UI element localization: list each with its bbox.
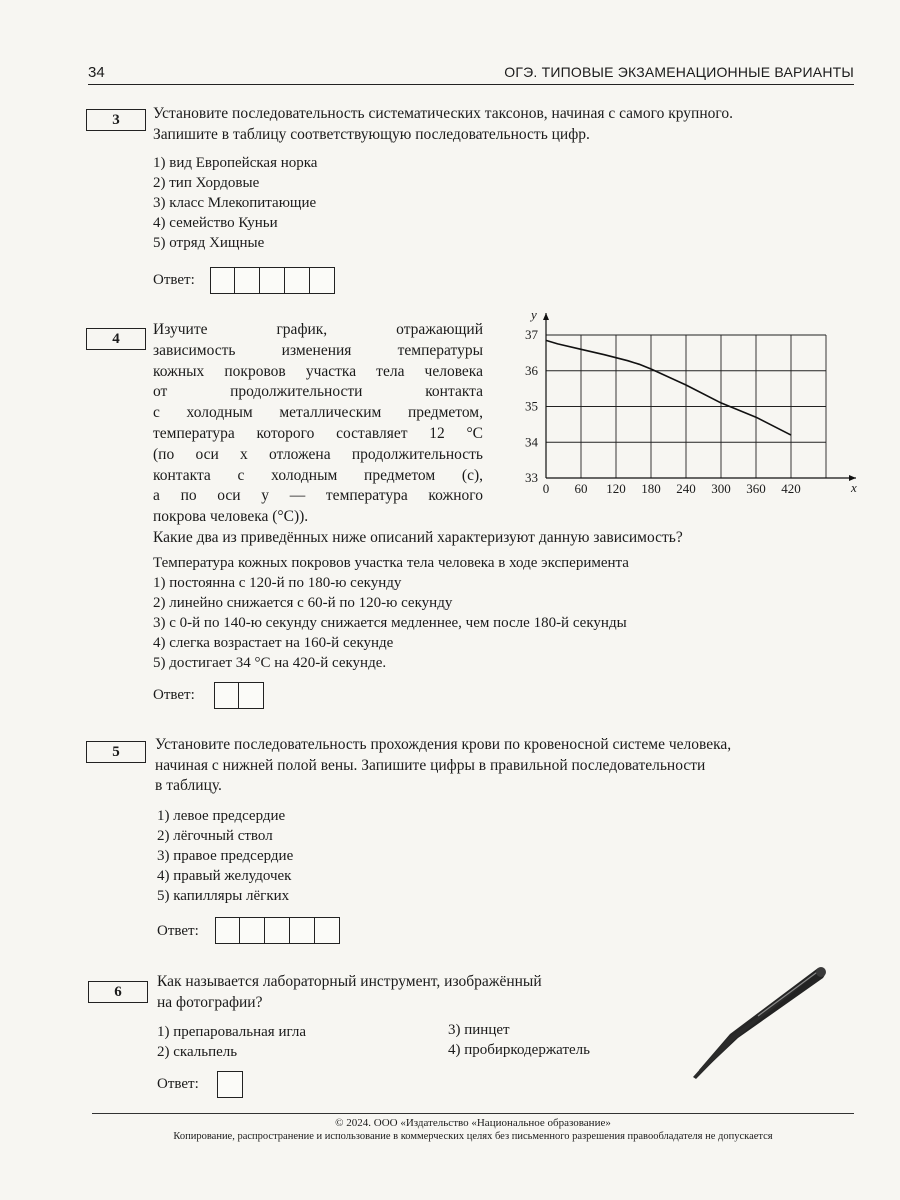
temperature-chart	[510, 305, 870, 500]
y-tick-label: 34	[525, 434, 538, 450]
question-3-line: Установите последовательность систематических таксонов, начиная с самого крупного.	[153, 105, 733, 122]
x-tick-label: 120	[606, 481, 626, 496]
answer-cell[interactable]	[309, 267, 335, 294]
question-4-line: температура которого составляет 12 °C	[153, 424, 483, 442]
question-number-5: 5	[86, 741, 146, 763]
question-4-line: с холодным металлическим предметом,	[153, 404, 483, 422]
question-4-line: а по оси y — температура кожного	[153, 487, 483, 505]
copyright-notice: Копирование, распространение и использование в коммерческих целях без письменного разрешения правообладателя не допускается	[173, 1131, 773, 1142]
option-item: 3) с 0-й по 140-ю секунду снижается медленнее, чем после 180-й секунды	[153, 615, 627, 631]
option-item: 1) постоянна с 120-й по 180-ю секунду	[153, 575, 402, 591]
x-tick-label: 60	[574, 481, 588, 496]
option-item: 2) тип Хордовые	[153, 175, 260, 191]
y-tick-label: 33	[525, 470, 538, 485]
answer-label: Ответ:	[153, 687, 195, 703]
question-number-6: 6	[88, 981, 148, 1003]
question-4-line: кожных покровов участка тела человека	[153, 362, 483, 380]
x-tick-label: 420	[781, 481, 801, 496]
question-5-options	[157, 806, 293, 906]
option-item: 5) капилляры лёгких	[157, 888, 290, 904]
x-tick-label: 180	[641, 481, 661, 496]
tweezers-joint	[816, 967, 826, 977]
answer-cell[interactable]	[210, 267, 236, 294]
temperature-series-line	[546, 340, 791, 435]
question-4-line: Изучите график, отражающий	[153, 321, 483, 338]
x-tick-label: 360	[746, 481, 766, 496]
answer-cell[interactable]	[314, 917, 340, 944]
y-tick-label: 35	[525, 398, 538, 414]
answer-cell[interactable]	[214, 682, 240, 709]
question-6-options-right	[448, 1020, 590, 1060]
running-title: ОГЭ. ТИПОВЫЕ ЭКЗАМЕНАЦИОННЫЕ ВАРИАНТЫ	[504, 64, 854, 80]
tweezers-highlight	[758, 970, 820, 1016]
question-4-prompt: Какие два из приведённых ниже описаний характеризуют данную зависимость?	[153, 529, 683, 546]
question-4-line: зависимость изменения температуры	[153, 341, 483, 359]
answer-grid-q5	[216, 917, 340, 944]
question-4-options	[153, 553, 629, 673]
question-6-options-left	[157, 1022, 306, 1062]
y-axis-arrow	[543, 313, 549, 320]
option-item: 4) пробиркодержатель	[448, 1042, 590, 1058]
question-5-line: начиная с нижней полой вены. Запишите цифры в правильной последовательности	[155, 756, 706, 774]
question-6-text	[157, 972, 657, 1013]
answer-grid-q6	[218, 1071, 243, 1098]
question-4-line: контакта с холодным предметом (с),	[153, 466, 483, 484]
answer-cell[interactable]	[238, 682, 264, 709]
answer-cell[interactable]	[259, 267, 285, 294]
answer-cell[interactable]	[289, 917, 315, 944]
option-item: 2) лёгочный ствол	[157, 828, 273, 844]
answer-cell[interactable]	[215, 917, 241, 944]
tweezers-photo	[668, 960, 832, 1085]
y-tick-label: 36	[525, 362, 538, 378]
option-item: 3) правое предсердие	[157, 848, 294, 864]
answer-cell[interactable]	[284, 267, 310, 294]
answer-cell[interactable]	[217, 1071, 243, 1098]
question-3-line: Запишите в таблицу соответствующую последовательность цифр.	[153, 125, 590, 143]
option-item: 5) достигает 34 °C на 420-й секунде.	[153, 655, 387, 671]
x-tick-label: 240	[676, 481, 696, 496]
answer-grid-q4	[215, 682, 264, 709]
copyright-line: © 2024. ООО «Издательство «Национальное образование»	[335, 1117, 611, 1129]
option-item: 1) препаровальная игла	[157, 1024, 307, 1040]
option-item: 2) скальпель	[157, 1044, 238, 1060]
y-tick-label: 37	[525, 327, 538, 342]
option-item: 3) пинцет	[448, 1022, 510, 1038]
option-item: 4) слегка возрастает на 160-й секунде	[153, 635, 394, 651]
option-item: 4) семейство Куньи	[153, 215, 278, 231]
answer-label: Ответ:	[153, 272, 195, 288]
x-tick-label: 300	[711, 481, 731, 496]
x-axis-label: x	[851, 480, 857, 495]
option-item: 2) линейно снижается с 60-й по 120-ю секунду	[153, 595, 453, 611]
answer-grid-q3	[211, 267, 335, 294]
answer-cell[interactable]	[239, 917, 265, 944]
question-6-line: Как называется лабораторный инструмент, изображённый	[157, 973, 542, 990]
question-3-text	[153, 104, 863, 145]
header-divider	[88, 84, 854, 85]
question-number-3: 3	[86, 109, 146, 131]
question-4-line: покрова человека (°C)).	[153, 508, 309, 526]
page-number: 34	[88, 64, 105, 81]
question-3-options	[153, 153, 317, 253]
question-4-line: (по оси x отложена продолжительность	[153, 445, 483, 463]
option-item: 1) левое предсердие	[157, 808, 286, 824]
question-4-line: от продолжительности контакта	[153, 383, 483, 401]
answer-label: Ответ:	[157, 923, 199, 939]
answer-label: Ответ:	[157, 1076, 199, 1092]
question-5-line: в таблицу.	[155, 777, 222, 794]
footer-divider	[92, 1113, 854, 1114]
question-5-line: Установите последовательность прохождения крови по кровеносной системе человека,	[155, 736, 732, 753]
option-item: 3) класс Млекопитающие	[153, 195, 317, 211]
x-tick-label: 0	[542, 481, 550, 496]
question-5-text	[155, 735, 865, 797]
question-4-text	[153, 320, 483, 528]
y-axis-label: y	[531, 307, 537, 322]
answer-cell[interactable]	[264, 917, 290, 944]
option-item: 1) вид Европейская норка	[153, 155, 318, 171]
option-item: 4) правый желудочек	[157, 868, 292, 884]
question-6-line: на фотографии?	[157, 993, 263, 1011]
answer-cell[interactable]	[234, 267, 260, 294]
option-item: 5) отряд Хищные	[153, 235, 265, 251]
question-4-stem: Температура кожных покровов участка тела человека в ходе эксперимента	[153, 555, 629, 571]
question-number-4: 4	[86, 328, 146, 350]
